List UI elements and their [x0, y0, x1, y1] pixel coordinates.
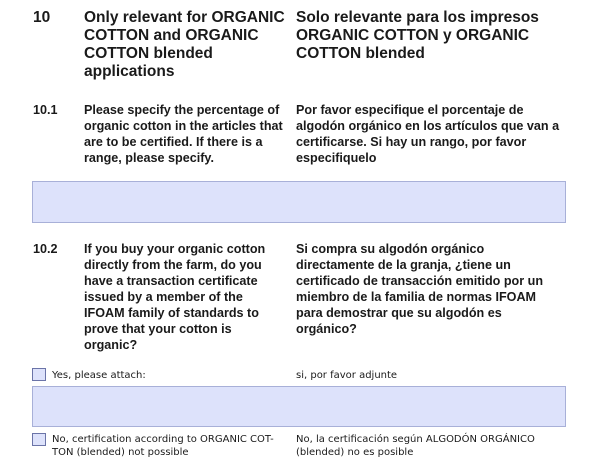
question-line: algodón orgánico en los artículos que van a	[296, 119, 560, 133]
question-line: range, please specify.	[84, 151, 214, 165]
no-certification-label-es	[296, 433, 566, 459]
heading-line: applications	[84, 63, 175, 80]
question-line: organic?	[84, 338, 138, 352]
yes-attach-label-es: si, por favor adjunte	[296, 370, 398, 381]
section-10-heading-es	[296, 9, 596, 63]
question-line: especifiquelo	[296, 151, 377, 165]
question-line: certificarse. Si hay un rango, por favor	[296, 135, 527, 149]
question-10-2-es	[296, 241, 596, 337]
no-certification-checkbox[interactable]	[32, 433, 46, 446]
question-line: are to be certified. If there is a	[84, 135, 263, 149]
question-line: IFOAM family of standards to	[84, 306, 259, 320]
section-10-heading-en	[84, 9, 294, 81]
no-certification-label-en	[52, 433, 285, 459]
heading-line: Only relevant for ORGANIC	[84, 9, 285, 26]
question-line: organic cotton in the articles that	[84, 119, 283, 133]
question-line: have a transaction certificate	[84, 274, 258, 288]
question-line: Por favor especifique el porcentaje de	[296, 103, 524, 117]
attachment-answer-field[interactable]	[32, 386, 566, 427]
question-line: directly from the farm, do you	[84, 258, 262, 272]
label-line: (blended) no es posible	[296, 447, 414, 458]
label-line: TON (blended) not possible	[52, 447, 189, 458]
question-10-1-es	[296, 102, 596, 166]
heading-line: COTTON blended	[84, 45, 213, 62]
question-line: Si compra su algodón orgánico	[296, 242, 485, 256]
question-line: directamente de la granja, ¿tiene un	[296, 258, 511, 272]
question-line: certificado de transacción emitido por un	[296, 274, 544, 288]
yes-attach-checkbox[interactable]	[32, 368, 46, 381]
heading-line: ORGANIC COTTON y ORGANIC	[296, 27, 530, 44]
label-line: No, certification according to ORGANIC COT-	[52, 434, 274, 445]
section-number-10: 10	[33, 9, 51, 26]
yes-attach-label-en: Yes, please attach:	[52, 370, 146, 381]
section-number-10-2: 10.2	[33, 242, 58, 256]
percentage-answer-field[interactable]	[32, 181, 566, 223]
label-line: No, la certificación según ALGODÓN ORGÁNICO	[296, 434, 535, 445]
heading-line: COTTON and ORGANIC	[84, 27, 259, 44]
question-line: orgánico?	[296, 322, 357, 336]
question-line: issued by a member of the	[84, 290, 243, 304]
heading-line: COTTON blended	[296, 45, 425, 62]
question-line: para demostrar que su algodón es	[296, 306, 502, 320]
section-number-10-1: 10.1	[33, 103, 58, 117]
question-line: miembro de la familia de normas IFOAM	[296, 290, 537, 304]
question-line: Please specify the percentage of	[84, 103, 280, 117]
question-10-1-en	[84, 102, 294, 166]
heading-line: Solo relevante para los impresos	[296, 9, 539, 26]
question-line: If you buy your organic cotton	[84, 242, 266, 256]
question-line: prove that your cotton is	[84, 322, 232, 336]
question-10-2-en	[84, 241, 294, 353]
